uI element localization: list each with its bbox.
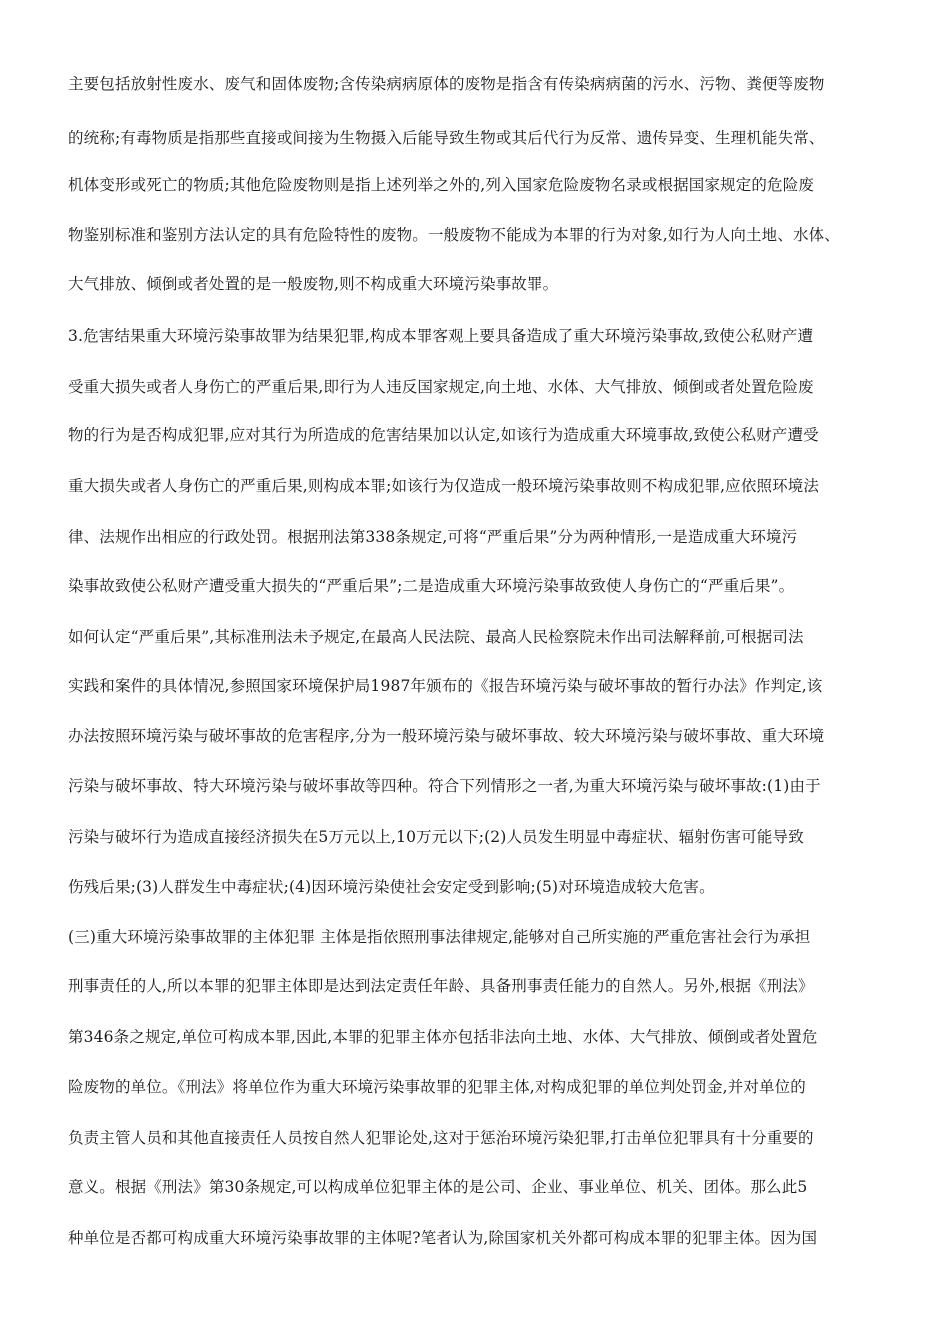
text-line: 污染与破坏事故、特大环境污染与破坏事故等四种。符合下列情形之一者,为重大环境污染与破坏事故:(1)由于 <box>68 777 821 795</box>
text-line: 大气排放、倾倒或者处置的是一般废物,则不构成重大环境污染事故罪。 <box>68 275 559 293</box>
text-line: 种单位是否都可构成重大环境污染事故罪的主体呢?笔者认为,除国家机关外都可构成本罪的犯罪主体。因为国 <box>68 1229 818 1247</box>
text-line: 险废物的单位。《刑法》将单位作为重大环境污染事故罪的犯罪主体,对构成犯罪的单位判处罚金,并对单位的 <box>68 1078 806 1096</box>
text-line: 实践和案件的具体情况,参照国家环境保护局1987年颁布的《报告环境污染与破坏事故的暂行办法》作判定,该 <box>68 677 823 695</box>
text-line: 重大损失或者人身伤亡的严重后果,则构成本罪;如该行为仅造成一般环境污染事故则不构成犯罪,应依照环境法 <box>68 477 820 495</box>
text-line: 如何认定“严重后果”,其标准刑法未予规定,在最高人民法院、最高人民检察院未作出司法解释前,可根据司法 <box>68 628 804 646</box>
text-line: 的统称;有毒物质是指那些直接或间接为生物摄入后能导致生物或其后代行为反常、遗传异变、生理机能失常、 <box>68 129 825 147</box>
text-line: 污染与破坏行为造成直接经济损失在5万元以上,10万元以下;(2)人员发生明显中毒症状、辐射伤害可能导致 <box>68 828 804 846</box>
text-line: 染事故致使公私财产遭受重大损失的“严重后果”;二是造成重大环境污染事故致使人身伤亡的“严重后果”。 <box>68 577 795 595</box>
text-line: 物的行为是否构成犯罪,应对其行为所造成的危害结果加以认定,如该行为造成重大环境事故,致使公私财产遭受 <box>68 426 819 444</box>
text-line: 3.危害结果重大环境污染事故罪为结果犯罪,构成本罪客观上要具备造成了重大环境污染事故,致使公私财产遭 <box>68 327 814 345</box>
text-line: (三)重大环境污染事故罪的主体犯罪 主体是指依照刑事法律规定,能够对自己所实施的严重危害社会行为承担 <box>68 928 811 946</box>
text-line: 物鉴别标准和鉴别方法认定的具有危险特性的废物。一般废物不能成为本罪的行为对象,如行为人向土地、水体、 <box>68 226 840 244</box>
text-line: 律、法规作出相应的行政处罚。根据刑法第338条规定,可将“严重后果”分为两种情形,一是造成重大环境污 <box>68 528 798 546</box>
text-line: 主要包括放射性废水、废气和固体废物;含传染病病原体的废物是指含有传染病病菌的污水、污物、粪便等废物 <box>68 75 825 93</box>
text-line: 意义。根据《刑法》第30条规定,可以构成单位犯罪主体的是公司、企业、事业单位、机关、团体。那么此5 <box>68 1178 808 1196</box>
text-line: 第346条之规定,单位可构成本罪,因此,本罪的犯罪主体亦包括非法向土地、水体、大气排放、倾倒或者处置危 <box>68 1028 818 1046</box>
text-line: 负责主管人员和其他直接责任人员按自然人犯罪论处,这对于惩治环境污染犯罪,打击单位犯罪具有十分重要的 <box>68 1129 814 1147</box>
text-line: 受重大损失或者人身伤亡的严重后果,即行为人违反国家规定,向土地、水体、大气排放、倾倒或者处置危险废 <box>68 378 814 396</box>
text-line: 机体变形或死亡的物质;其他危险废物则是指上述列举之外的,列入国家危险废物名录或根据国家规定的危险废 <box>68 176 815 194</box>
text-line: 伤残后果;(3)人群发生中毒症状;(4)因环境污染使社会安定受到影响;(5)对环境造成较大危害。 <box>68 878 715 896</box>
text-line: 刑事责任的人,所以本罪的犯罪主体即是达到法定责任年龄、具备刑事责任能力的自然人。另外,根据《刑法》 <box>68 977 814 995</box>
text-line: 办法按照环境污染与破坏事故的危害程序,分为一般环境污染与破坏事故、较大环境污染与破坏事故、重大环境 <box>68 727 825 745</box>
